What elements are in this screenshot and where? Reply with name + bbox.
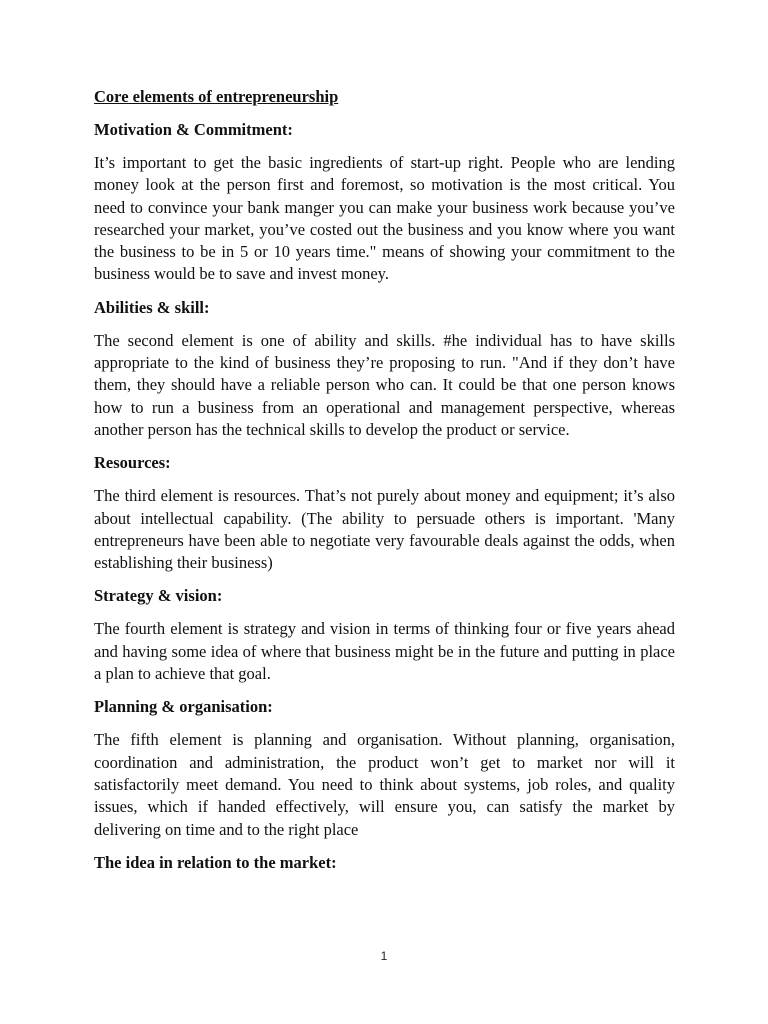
section-body-planning: The fifth element is planning and organisation. Without planning, organisation, coordination and administration, the product won’t get to market nor will it satisfactorily meet demand. You need to think about systems, job roles, and quality issues, which if handed effectively, will ensure you, can satisfy the market by delivering on time and to the right place [94,730,675,839]
section-heading-abilities: Abilities & skill: [94,297,210,317]
section-body-resources: The third element is resources. That’s not purely about money and equipment; it’s also about intellectual capability. (The ability to persuade others is important. 'Many entrepreneurs have been able to negotiate very favourable deals against the odds, when establishing their business) [94,486,675,573]
section-body-strategy: The fourth element is strategy and vision in terms of thinking four or five years ahead and having some idea of where that business might be in the future and putting in place a plan to achieve that goal. [94,619,675,684]
section-body-motivation: It’s important to get the basic ingredients of start-up right. People who are lending money look at the person first and foremost, so motivation is the most critical. You need to convince your bank manger you can make your business work because you’ve researched your market, you’ve costed out the business and you know where you want the business to be in 5 or 10 years time." means of showing your commitment to the business would be to save and invest money. [94,153,675,284]
document-title: Core elements of entrepreneurship [94,87,339,106]
document-page [94,86,675,885]
section-heading-resources: Resources: [94,453,171,473]
section-heading-idea-market: The idea in relation to the market: [94,852,337,872]
section-body-abilities: The second element is one of ability and skills. #he individual has to have skills appropriate to the kind of business they’re proposing to run. "And if they don’t have them, they should have a reliable person who can. It could be that one person knows how to run a business from an operational and management perspective, whereas another person has the technical skills to develop the product or service. [94,330,675,439]
section-heading-motivation: Motivation & Commitment: [94,120,293,139]
section-heading-planning: Planning & organisation: [94,697,273,717]
page-number: 1 [380,949,388,963]
section-heading-strategy: Strategy & vision: [94,586,223,606]
